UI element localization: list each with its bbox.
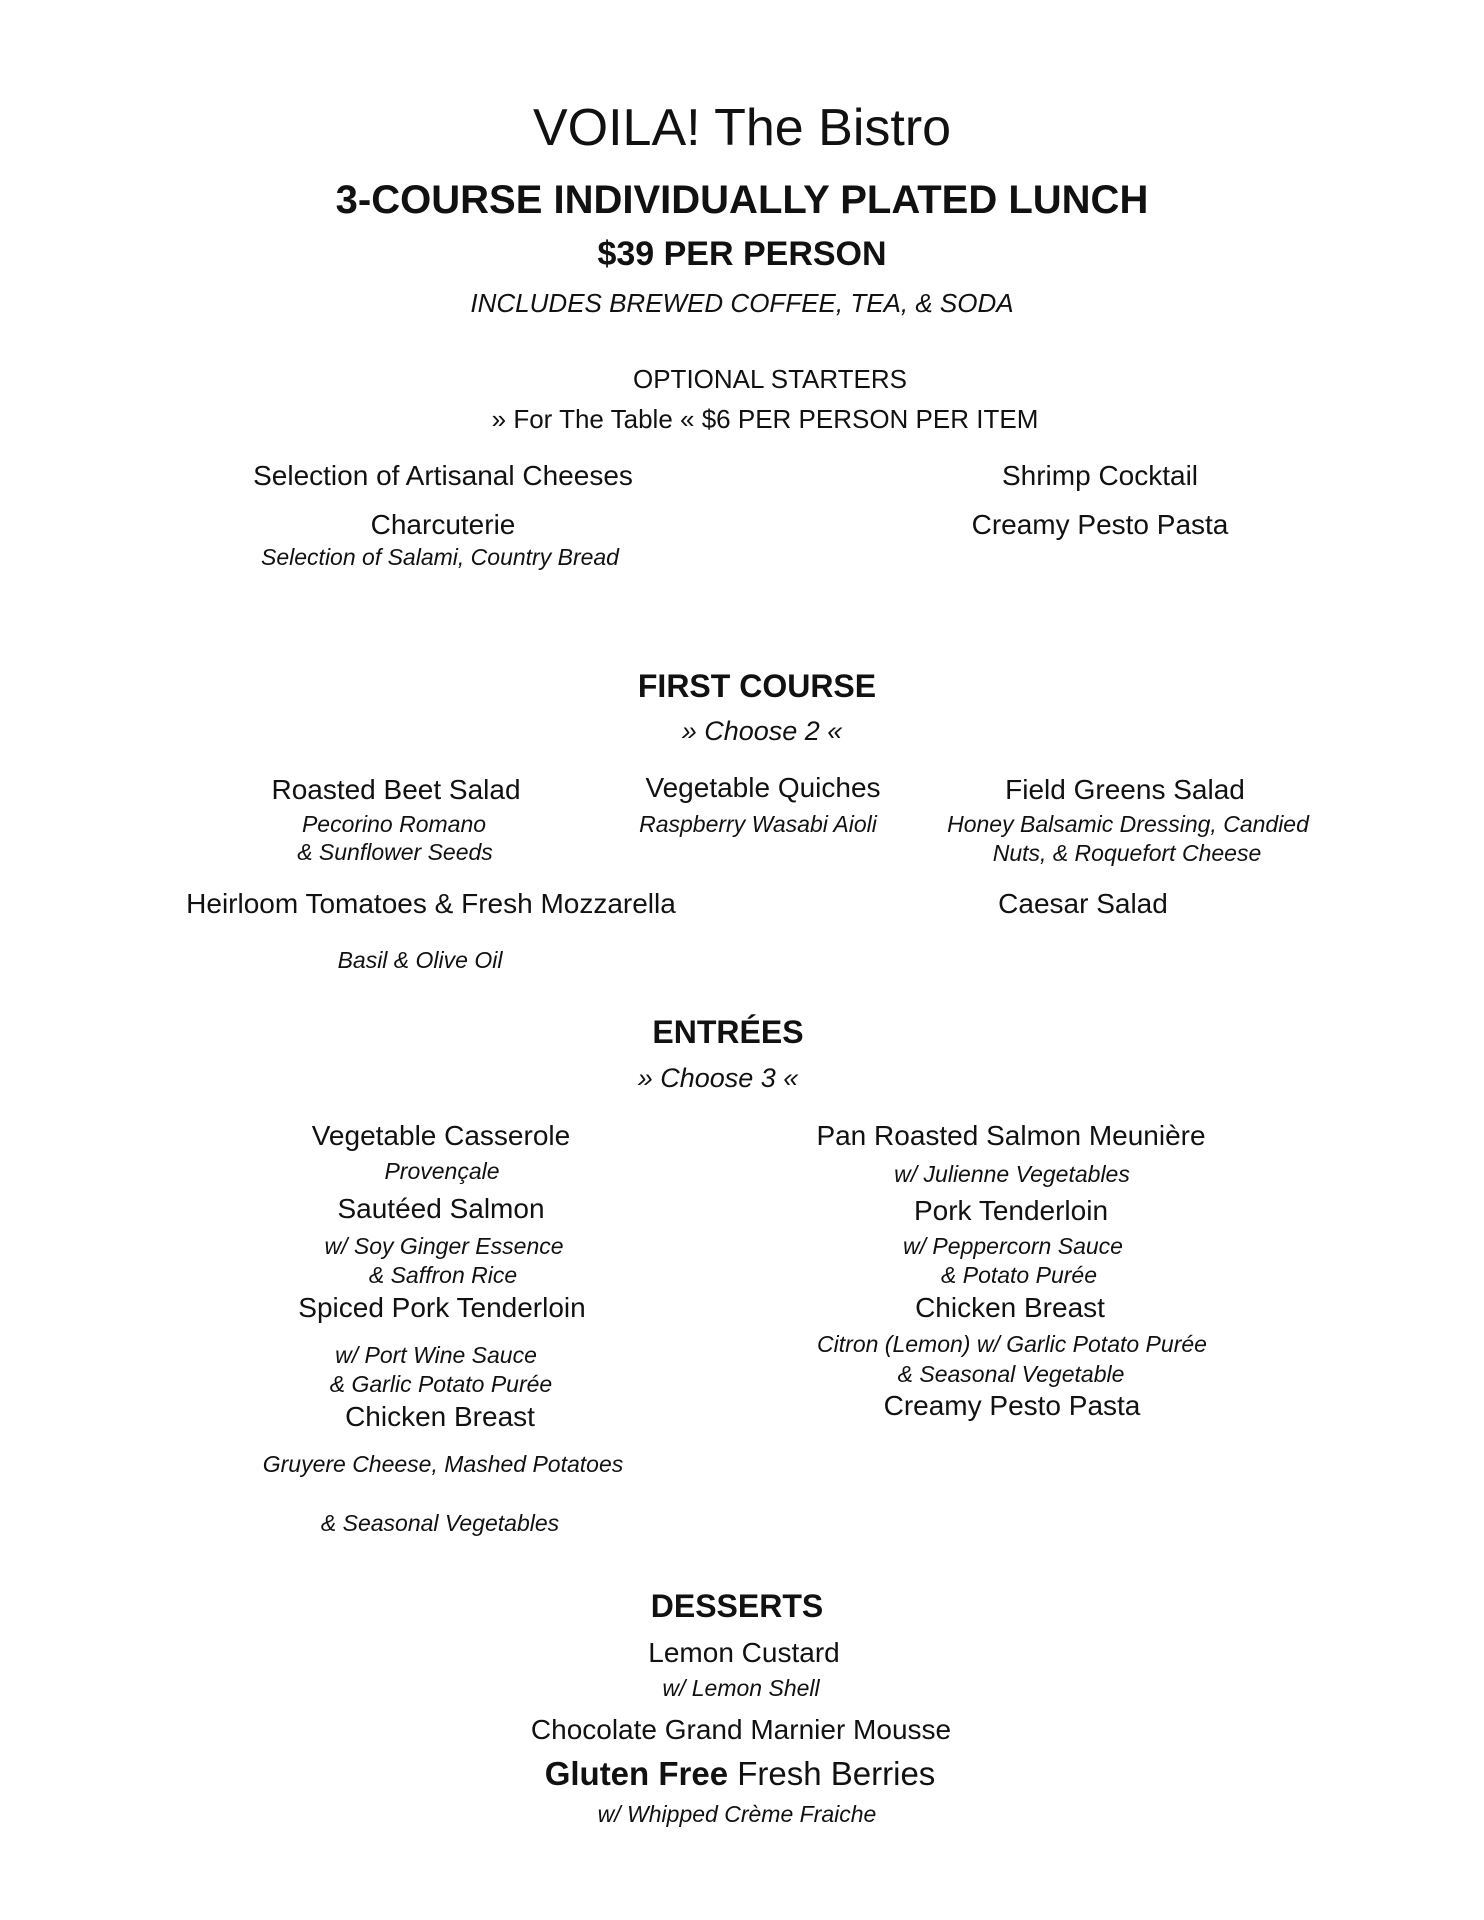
desserts-heading: DESSERTS (650, 1588, 824, 1624)
includes-note: INCLUDES BREWED COFFEE, TEA, & SODA (470, 288, 1014, 318)
starter-description: Selection of Salami, Country Bread (261, 544, 619, 570)
first-course-description: Basil & Olive Oil (337, 947, 503, 973)
entree-item: Chicken Breast (915, 1292, 1105, 1323)
entree-item: Sautéed Salmon (337, 1193, 545, 1224)
entrees-heading: ENTRÉES (652, 1014, 804, 1050)
starters-heading: OPTIONAL STARTERS (632, 364, 908, 394)
dessert-item: Chocolate Grand Marnier Mousse (530, 1714, 952, 1745)
first-course-description: & Sunflower Seeds (297, 839, 493, 865)
dessert-item: Lemon Custard (648, 1637, 840, 1668)
entree-description: Gruyere Cheese, Mashed Potatoes (262, 1451, 624, 1477)
entree-item: Pork Tenderloin (913, 1195, 1109, 1226)
starter-item: Shrimp Cocktail (1001, 460, 1199, 491)
dessert-item-gluten-free (545, 1755, 936, 1793)
starter-item: Charcuterie (370, 509, 516, 540)
first-course-item: Vegetable Quiches (645, 772, 881, 803)
entree-description: & Seasonal Vegetables (320, 1510, 560, 1536)
entree-description: & Potato Purée (941, 1262, 1097, 1288)
first-course-description: Raspberry Wasabi Aioli (639, 811, 877, 837)
gluten-free-label: Gluten Free (544, 1755, 729, 1792)
first-course-description: Nuts, & Roquefort Cheese (992, 840, 1262, 866)
entree-item: Pan Roasted Salmon Meunière (816, 1120, 1206, 1151)
entree-description: w/ Soy Ginger Essence (324, 1233, 564, 1259)
entree-description: Provençale (384, 1158, 500, 1184)
first-course-item: Heirloom Tomatoes & Fresh Mozzarella (186, 888, 676, 919)
starters-subheading: » For The Table « $6 PER PERSON PER ITEM (491, 404, 1039, 434)
first-course-item: Caesar Salad (998, 888, 1168, 919)
restaurant-name: VOILA! The Bistro (532, 99, 952, 157)
first-course-heading: FIRST COURSE (637, 668, 877, 704)
entree-description: w/ Julienne Vegetables (894, 1161, 1130, 1187)
first-course-choose: » Choose 2 « (681, 716, 843, 746)
first-course-description: Honey Balsamic Dressing, Candied (947, 811, 1309, 837)
dessert-item-name: Fresh Berries (737, 1755, 936, 1792)
dessert-description: w/ Lemon Shell (662, 1675, 820, 1701)
entree-description: Citron (Lemon) w/ Garlic Potato Purée (817, 1331, 1207, 1357)
entree-item: Chicken Breast (345, 1401, 535, 1432)
entree-description: w/ Peppercorn Sauce (903, 1233, 1123, 1259)
first-course-item: Roasted Beet Salad (271, 774, 521, 805)
entree-item: Spiced Pork Tenderloin (298, 1292, 586, 1323)
menu-title: 3-COURSE INDIVIDUALLY PLATED LUNCH (335, 178, 1149, 222)
starter-item: Creamy Pesto Pasta (971, 509, 1229, 540)
entree-item: Creamy Pesto Pasta (883, 1390, 1141, 1421)
entree-description: w/ Port Wine Sauce (335, 1342, 537, 1368)
first-course-description: Pecorino Romano (301, 811, 487, 837)
entree-description: & Saffron Rice (368, 1262, 518, 1288)
price: $39 PER PERSON (597, 235, 887, 273)
starter-item: Selection of Artisanal Cheeses (253, 460, 633, 491)
entree-item: Vegetable Casserole (311, 1120, 571, 1151)
dessert-description: w/ Whipped Crème Fraiche (597, 1801, 877, 1827)
entree-description: & Seasonal Vegetable (897, 1361, 1125, 1387)
first-course-item: Field Greens Salad (1005, 774, 1245, 805)
entrees-choose: » Choose 3 « (637, 1063, 799, 1093)
entree-description: & Garlic Potato Purée (329, 1371, 553, 1397)
